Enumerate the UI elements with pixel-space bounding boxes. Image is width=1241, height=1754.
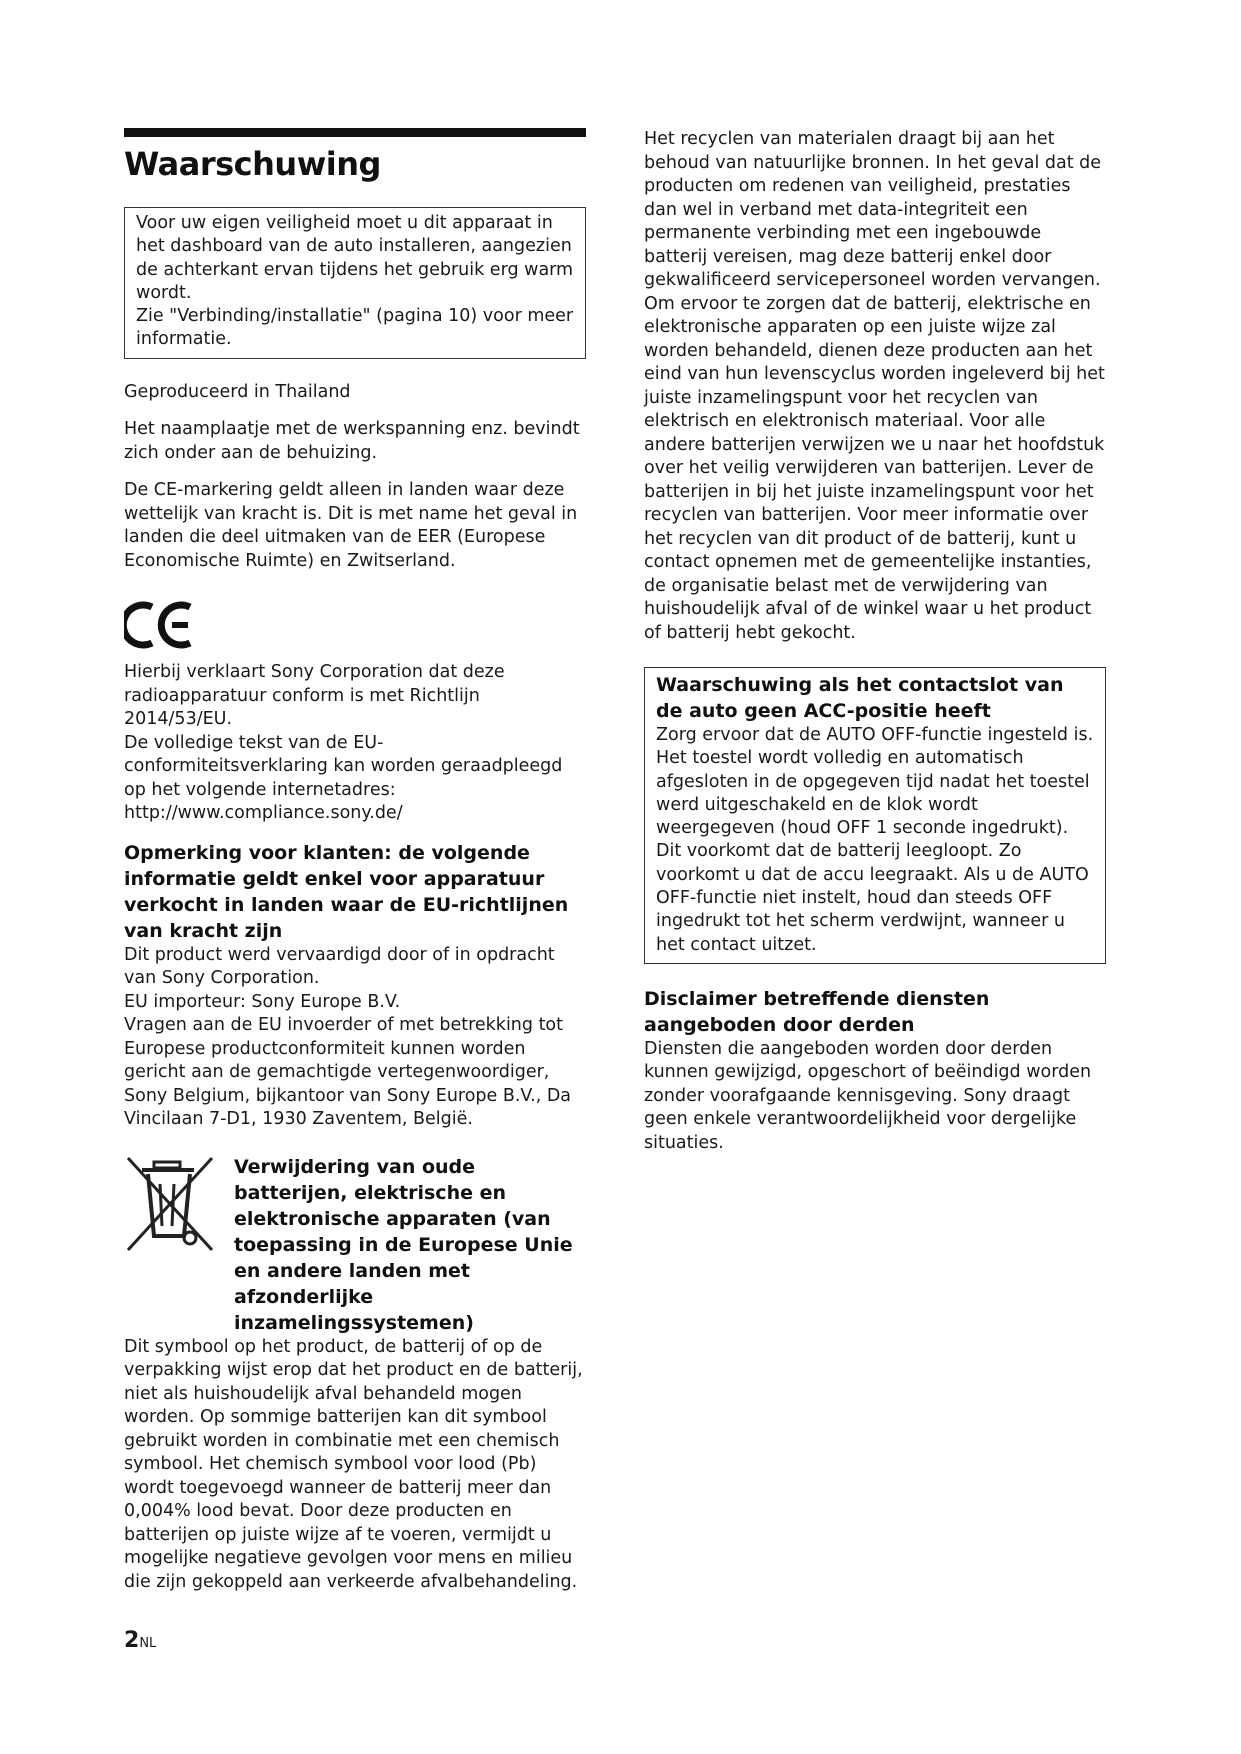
left-column [124,128,586,1594]
right-column [644,128,1106,1155]
compliance-url[interactable]: http://www.compliance.sony.de/ [124,803,403,824]
declaration-text-2: De volledige tekst van de EU-conformiteitsverklaring kan worden geraadpleegd op het volgende internetadres: [124,732,563,800]
warning-box [124,207,586,359]
page-number-value: 2 [124,1628,140,1653]
eu-body-1: Dit product werd vervaardigd door of in opdracht van Sony Corporation. [124,944,555,989]
page-title: Waarschuwing [124,145,381,183]
eu-body-2: EU importeur: Sony Europe B.V. [124,991,401,1012]
acc-body: Zorg ervoor dat de AUTO OFF-functie ingesteld is. Het toestel wordt volledig en automatisch afgesloten in de opgegeven tijd nadat het toestel werd uitgeschakeld en de klok wordt weergegeven (houd OFF 1 seconde ingedrukt). Dit voorkomt dat de batterij leegloopt. Zo voorkomt u dat de accu leegraakt. Als u de AUTO OFF-functie niet instelt, houd dan steeds OFF ingedrukt tot het scherm verdwijnt, wanneer u het contact uitzet. [656,725,1094,955]
acc-heading: Waarschuwing als het contactslot van de auto geen ACC-positie heeft [656,674,1064,722]
nameplate-text: Het naamplaatje met de werkspanning enz. bevindt zich onder aan de behuizing. [124,419,580,463]
warning-text: Voor uw eigen veiligheid moet u dit apparaat in het dashboard van de auto installeren, aangezien de achterkant ervan tijdens het gebruik erg warm wordt. [136,213,574,303]
page-number [124,1628,156,1653]
eu-body-3: Vragen aan de EU invoerder of met betrekking tot Europese productconformiteit kunnen worden gericht aan de gemachtigde vertegenwoordiger, Sony Belgium, bijkantoor van Sony Europe B.V., Da Vincilaan 7-D1, 1930 Zaventem, België. [124,1015,572,1130]
declaration-text: Hierbij verklaart Sony Corporation dat deze radioapparatuur conform is met Richtlijn 2014/53/EU. [124,662,505,730]
title-rule [124,128,586,137]
disposal-heading: Verwijdering van oude batterijen, elektrische en elektronische apparaten (van toepassing in de Europese Unie en andere landen met afzonderlijke inzamelingssystemen) [234,1155,573,1334]
recycle-text: Het recyclen van materialen draagt bij aan het behoud van natuurlijke bronnen. In het geval dat de producten om redenen van veiligheid, prestaties dan wel in verband met data-integriteit een permanente verbinding met een ingebouwde batterij vereisen, mag deze batterij enkel door gekwalificeerd servicepersoneel worden vervangen. Om ervoor te zorgen dat de batterij, elektrische en elektronische apparaten op een juiste wijze zal worden behandeld, dienen deze producten aan het eind van hun levenscyclus worden ingeleverd bij het juiste inzamelingspunt voor het recyclen van elektrisch en elektronisch materiaal. Voor alle andere batterijen verwijzen we u naar het hoofdstuk over het veilig verwijderen van batterijen. Lever de batterijen in bij het juiste inzamelingspunt voor het recyclen van batterijen. Voor meer informatie over het recyclen van dit product of de batterij, kunt u contact opnemen met de gemeentelijke instanties, de organisatie belast met de verwijdering van huishoudelijk afval of de winkel waar u het product of batterij hebt gekocht. [644,129,1105,643]
ce-mark-icon [124,599,586,651]
made-in-text: Geproduceerd in Thailand [124,381,351,402]
acc-warning-box [644,667,1106,964]
eu-heading: Opmerking voor klanten: de volgende informatie geldt enkel voor apparatuur verkocht in landen waar de EU-richtlijnen van kracht zijn [124,841,569,942]
ce-text: De CE-markering geldt alleen in landen waar deze wettelijk van kracht is. Dit is met name het geval in landen die deel uitmaken van de EER (Europese Economische Ruimte) en Zwitserland. [124,480,578,571]
disposal-body: Dit symbool op het product, de batterij of op de verpakking wijst erop dat het product en de batterij, niet als huishoudelijk afval behandeld mogen worden. Op sommige batterijen kan dit symbool gebruikt worden in combinatie met een chemisch symbool. Het chemisch symbool voor lood (Pb) wordt toegevoegd wanneer de batterij meer dan 0,004% lood bevat. Door deze producten en batterijen op juiste wijze af te voeren, vermijdt u mogelijke negatieve gevolgen voor mens en milieu die zijn gekoppeld aan verkeerde afvalbehandeling. [124,1336,583,1592]
disclaimer-heading: Disclaimer betreffende diensten aangeboden door derden [644,987,990,1036]
disclaimer-body: Diensten die aangeboden worden door derden kunnen gewijzigd, opgeschort of beëindigd worden zonder voorafgaande kennisgeving. Sony draagt geen enkele verantwoordelijkheid voor dergelijke situaties. [644,1038,1092,1153]
crossed-bin-icon [124,1154,220,1294]
page-lang: NL [139,1636,157,1651]
warning-reference: Zie "Verbinding/installatie" (pagina 10) voor meer informatie. [136,306,574,350]
weee-section [124,1154,586,1336]
